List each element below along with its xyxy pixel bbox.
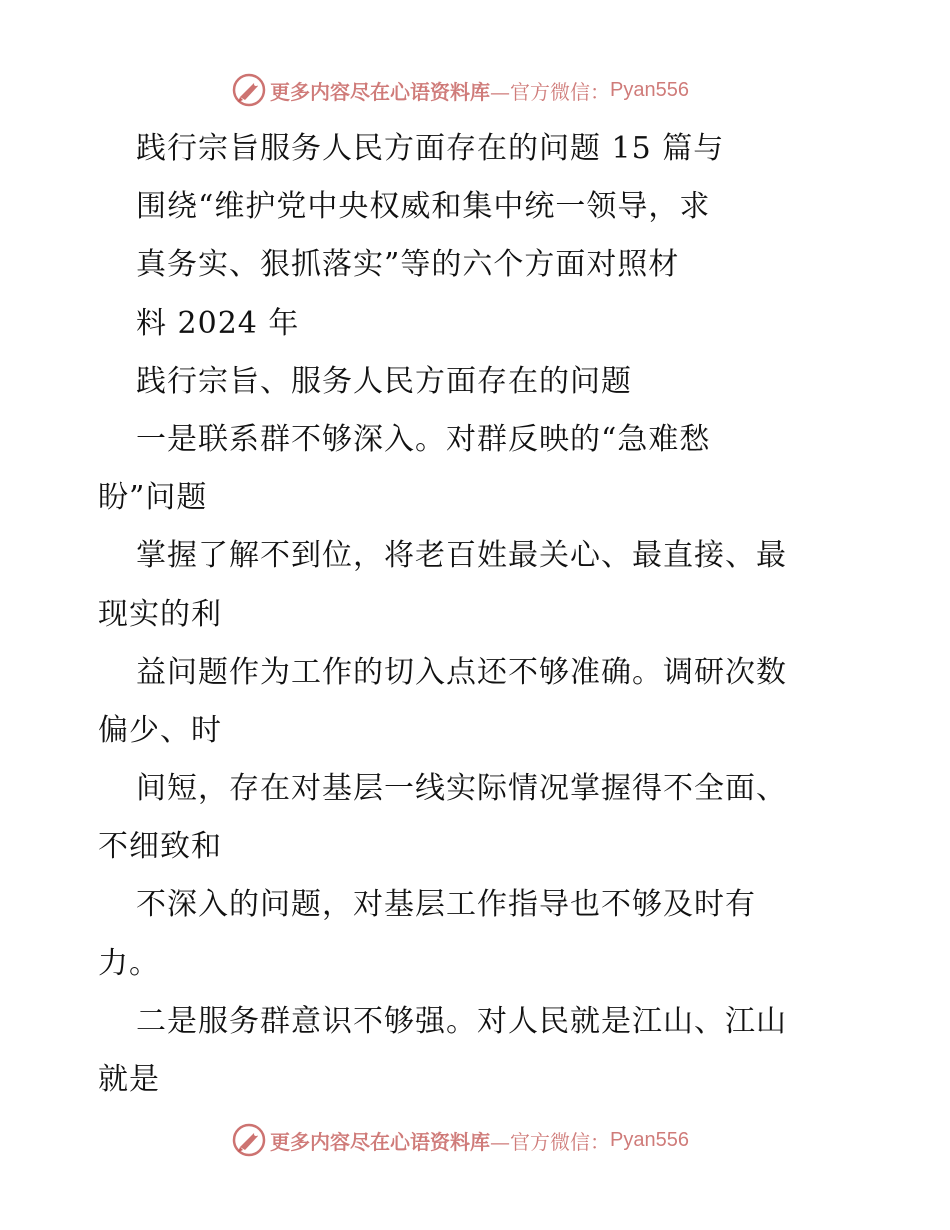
footer-brand: 更多内容尽在心语资料库 [270,1129,490,1154]
header-wechat-id: Pyan556 [610,78,689,101]
footer-wechat-id: Pyan556 [610,1128,689,1151]
title-line-1: 践行宗旨服务人民方面存在的问题 15 篇与 [136,131,725,166]
paragraph-line: 益问题作为工作的切入点还不够准确。调研次数 [136,654,787,690]
paragraph-line: 就是 [98,1062,160,1097]
pen-logo-icon [232,1123,266,1157]
paragraph-line: 间短，存在对基层一线实际情况掌握得不全面、 [136,771,787,807]
document-body [98,120,868,1109]
paragraph-line: 不深入的问题，对基层工作指导也不够及时有 [136,887,756,923]
footer-contact-label: —官方微信： [490,1129,610,1154]
paragraph-line: 一是联系群不够深入。对群反映的“急难愁 [136,421,711,457]
title-line-2: 围绕“维护党中央权威和集中统一领导，求 [136,189,711,225]
pen-logo-icon [232,73,266,107]
paragraph-line: 盼”问题 [98,480,208,516]
section-heading: 践行宗旨、服务人民方面存在的问题 [136,363,632,399]
header-contact-label: —官方微信： [490,79,610,104]
title-line-3: 真务实、狠抓落实”等的六个方面对照材 [136,247,680,283]
title-line-4: 料 2024 年 [136,305,300,341]
paragraph-line: 二是服务群意识不够强。对人民就是江山、江山 [136,1003,787,1039]
paragraph-line: 掌握了解不到位，将老百姓最关心、最直接、最 [136,538,787,574]
paragraph-line: 现实的利 [98,596,222,632]
footer-banner [232,1120,689,1160]
header-banner [232,70,689,110]
header-brand: 更多内容尽在心语资料库 [270,79,490,104]
paragraph-line: 偏少、时 [98,712,222,748]
paragraph-line: 力。 [98,945,160,981]
paragraph-line: 不细致和 [98,829,222,865]
